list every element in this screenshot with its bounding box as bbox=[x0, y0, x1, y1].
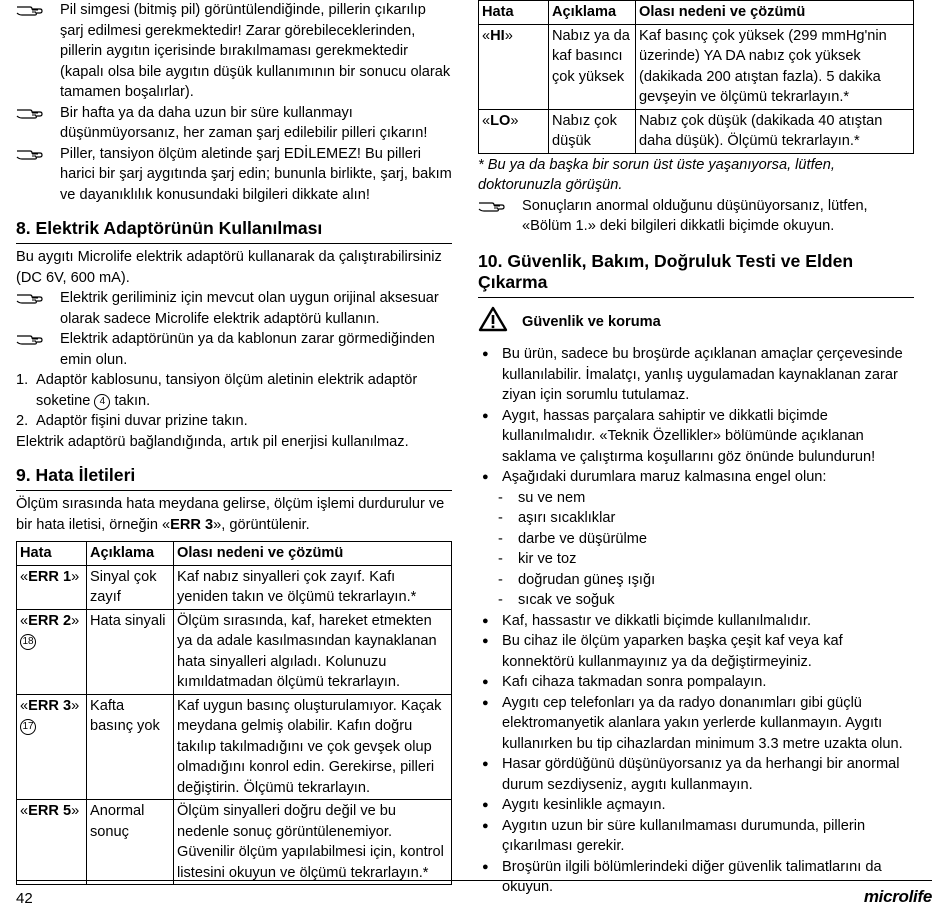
bullet-list-a bbox=[478, 344, 914, 488]
error-code-cell: «LO» bbox=[479, 109, 549, 153]
table-header-row bbox=[479, 1, 914, 25]
bullet-dot-icon: ● bbox=[482, 696, 489, 709]
solution-cell: Ölçüm sinyalleri doğru değil ve bu nedenle sonuç görüntülenemiyor. Güvenilir ölçüm yapılabilmesi için, kontrol listesini okuyun ve ölçümü tekrarlayın.* bbox=[174, 800, 452, 885]
list-item-text: Broşürün ilgili bölümlerindeki diğer güvenlik talimatlarını da okuyun. bbox=[502, 858, 882, 895]
section-8-notes bbox=[16, 288, 452, 370]
dash-marker: - bbox=[498, 530, 503, 547]
description-cell: Nabız ya da kaf basıncı çok yüksek bbox=[549, 24, 636, 109]
error-code-cell: «ERR 1» bbox=[17, 565, 87, 609]
dash-item bbox=[498, 549, 914, 570]
table-row bbox=[479, 24, 914, 109]
description-cell: Sinyal çok zayıf bbox=[87, 565, 174, 609]
header-description: Açıklama bbox=[549, 1, 636, 25]
brand-logo: microlife bbox=[863, 887, 932, 906]
pointing-hand-icon bbox=[16, 329, 60, 352]
dash-item bbox=[498, 488, 914, 509]
dash-item-text: su ve nem bbox=[518, 489, 586, 506]
error-code-cell: «HI» bbox=[479, 24, 549, 109]
header-solution: Olası nedeni ve çözümü bbox=[174, 542, 452, 566]
list-item-text: Hasar gördüğünü düşünüyorsanız ya da herhangi bir anormal durum sezdiyseniz, aygıtı kullanmayın. bbox=[502, 756, 900, 793]
list-item bbox=[478, 816, 914, 857]
subtitle-text: Güvenlik ve koruma bbox=[522, 313, 661, 330]
section-8-title: 8. Elektrik Adaptörünün Kullanılması bbox=[16, 218, 452, 244]
note-text: Piller, tansiyon ölçüm aletinde şarj EDİLEMEZ! Bu pilleri harici bir şarj aygıtında şarj edin; bununla birlikte, şarj, bakım ve dayanıklılık konusundaki bilgileri dikkate alın! bbox=[60, 145, 452, 203]
list-item-text: Kaf, hassastır ve dikkatli biçimde kullanılmalıdır. bbox=[502, 612, 812, 629]
step-text-a: Adaptör kablosunu, tansiyon ölçüm aletinin elektrik adaptör soketine bbox=[36, 372, 418, 409]
step-text-b: takın. bbox=[114, 392, 151, 409]
right-column bbox=[478, 0, 914, 898]
solution-cell: Kaf uygun basınç oluşturulamıyor. Kaçak meydana gelmiş olabilir. Kafın doğru takılıp takılmadığını ve çok gevşek olup olmadığını konrol edin. Gerekirse, pilleri değiştirin. Ölçümü tekrarlayın. bbox=[174, 694, 452, 800]
header-solution: Olası nedeni ve çözümü bbox=[636, 1, 914, 25]
list-item bbox=[478, 344, 914, 406]
page-footer bbox=[16, 880, 932, 919]
header-error: Hata bbox=[17, 542, 87, 566]
dash-marker: - bbox=[498, 592, 503, 608]
error-code: ERR 3 bbox=[28, 697, 72, 714]
note-text: Elektrik geriliminiz için mevcut olan uygun orijinal aksesuar olarak sadece Microlife elektrik adaptörü kullanın. bbox=[60, 290, 439, 327]
pointing-hand-icon bbox=[16, 144, 60, 167]
list-item bbox=[478, 795, 914, 816]
reference-marker: 4 bbox=[94, 394, 110, 410]
table-row bbox=[17, 565, 452, 609]
list-item-text: Kafı cihaza takmadan sonra pompalayın. bbox=[502, 674, 767, 690]
table-row bbox=[17, 800, 452, 885]
page-number: 42 bbox=[16, 890, 33, 907]
table-row bbox=[17, 609, 452, 694]
description-cell: Anormal sonuç bbox=[87, 800, 174, 885]
dash-item-text: sıcak ve soğuk bbox=[518, 592, 615, 608]
section-9-title: 9. Hata İletileri bbox=[16, 465, 452, 491]
list-item-text: Aygıtı cep telefonları ya da radyo donanımları gibi güçlü elektromanyetik alanlara yakın yerlerde kullanmayın. Aygıtı kullanırken bu tip cihazlardan minimum 3.3 metre uzakta olun. bbox=[502, 694, 903, 752]
footnote: * Bu ya da başka bir sorun üst üste yaşanıyorsa, lütfen, doktorunuzla görüşün. bbox=[478, 156, 835, 193]
header-error: Hata bbox=[479, 1, 549, 25]
note-item bbox=[16, 329, 452, 370]
step-1 bbox=[16, 370, 452, 411]
list-item bbox=[478, 672, 914, 693]
bullet-dot-icon: ● bbox=[482, 860, 489, 873]
intro-text-end: », görüntülenir. bbox=[213, 516, 310, 533]
dash-item-text: kir ve toz bbox=[518, 551, 577, 567]
error-code: HI bbox=[490, 27, 505, 44]
note-item bbox=[16, 144, 452, 206]
list-item-text: Bu ürün, sadece bu broşürde açıklanan amaçlar çerçevesinde kullanılabilir. İmalatçı, yanlış uygulamadan kaynaklanan zarar ziyan için sorumlu tutulamaz. bbox=[502, 346, 903, 403]
description-cell: Kafta basınç yok bbox=[87, 694, 174, 800]
dash-item-text: doğrudan güneş ışığı bbox=[518, 571, 656, 588]
dash-list bbox=[478, 488, 914, 611]
error-code: ERR 1 bbox=[28, 568, 72, 585]
pointing-hand-icon bbox=[16, 288, 60, 311]
list-item-text: Aygıtın uzun bir süre kullanılmaması durumunda, pillerin çıkarılması gerekir. bbox=[502, 817, 866, 854]
solution-cell: Kaf basınç çok yüksek (299 mmHg'nin üzerinde) YA DA nabız çok yüksek (dakikada 200 atıştan fazla). 5 dakika gevşeyin ve ölçümü tekrarlayın.* bbox=[636, 24, 914, 109]
note-text: Sonuçların anormal olduğunu düşünüyorsanız, lütfen, «Bölüm 1.» deki bilgileri dikkatli biçimde okuyun. bbox=[522, 197, 868, 234]
step-text bbox=[36, 370, 452, 411]
section-8-intro: Bu aygıtı Microlife elektrik adaptörü kullanarak da çalıştırabilirsiniz (DC 6V, 600 mA). bbox=[16, 249, 442, 286]
list-item bbox=[478, 631, 914, 672]
dash-marker: - bbox=[498, 571, 503, 588]
note-text: Pil simgesi (bitmiş pil) görüntülendiğinde, pillerin çıkarılıp şarj edilmesi gerekmektedir! Zarar görebileceklerinden, pillerin aygıtın içerisinde bırakılmaması gerekmektedir (kapalı olsa bile aygıtın düşük kullanımının bir sonucu olarak tamamen boşalırlar). bbox=[60, 2, 451, 100]
reference-marker: 17 bbox=[20, 719, 36, 735]
dash-marker: - bbox=[498, 489, 503, 506]
bullet-dot-icon: ● bbox=[482, 799, 489, 811]
pointing-hand-icon bbox=[16, 0, 60, 23]
bullet-dot-icon: ● bbox=[482, 348, 489, 360]
left-column bbox=[16, 0, 452, 885]
list-item bbox=[478, 406, 914, 468]
list-item bbox=[478, 611, 914, 632]
bullet-dot-icon: ● bbox=[482, 758, 489, 770]
step-number: 2. bbox=[16, 413, 29, 429]
note-item bbox=[16, 103, 452, 144]
bullet-dot-icon: ● bbox=[482, 471, 489, 483]
bullet-list-b bbox=[478, 611, 914, 898]
error-code: LO bbox=[490, 112, 511, 129]
header-description: Açıklama bbox=[87, 542, 174, 566]
step-number: 1. bbox=[16, 372, 29, 388]
bullet-dot-icon: ● bbox=[482, 614, 489, 627]
section-10-title: 10. Güvenlik, Bakım, Doğruluk Testi ve Elden Çıkarma bbox=[478, 251, 914, 298]
list-item-text: Aşağıdaki durumlara maruz kalmasına engel olun: bbox=[502, 469, 827, 485]
reference-marker: 18 bbox=[20, 634, 36, 650]
table-row bbox=[17, 694, 452, 800]
intro-notes bbox=[16, 0, 452, 205]
list-item bbox=[478, 754, 914, 795]
step-2 bbox=[16, 411, 452, 432]
dash-item bbox=[498, 590, 914, 611]
solution-cell: Nabız çok düşük (dakikada 40 atıştan daha düşük). Ölçümü tekrarlayın.* bbox=[636, 109, 914, 153]
note-text: Bir hafta ya da daha uzun bir süre kullanmayı düşünmüyorsanız, her zaman şarj edilebilir pilleri çıkarın! bbox=[60, 104, 428, 141]
solution-cell: Ölçüm sırasında, kaf, hareket etmekten ya da adale kasılmasından kaynaklanan hata sinyalleri algıladı. Kolunuzu kımıldatmadan ölçümü tekrarlayın. bbox=[174, 609, 452, 694]
error-code-cell: «ERR 2» 18 bbox=[17, 609, 87, 694]
dash-marker: - bbox=[498, 551, 503, 567]
safety-subtitle bbox=[478, 306, 914, 339]
error-code-cell: «ERR 3» 17 bbox=[17, 694, 87, 800]
dash-item-text: darbe ve düşürülme bbox=[518, 530, 647, 547]
step-text: Adaptör fişini duvar prizine takın. bbox=[36, 413, 248, 429]
dash-marker: - bbox=[498, 510, 503, 526]
pointing-hand-icon bbox=[478, 196, 522, 219]
list-item-text: Aygıt, hassas parçalara sahiptir ve dikkatli biçimde kullanılmalıdır. «Teknik Özellikler» bölümünde açıklanan saklama ve çalıştırma koşullarını göz önünde bulundurun! bbox=[502, 407, 876, 465]
note-item bbox=[16, 0, 452, 103]
table-header-row bbox=[17, 542, 452, 566]
pointing-hand-icon bbox=[16, 103, 60, 126]
list-item bbox=[478, 467, 914, 488]
solution-cell: Kaf nabız sinyalleri çok zayıf. Kafı yeniden takın ve ölçümü tekrarlayın.* bbox=[174, 565, 452, 609]
bullet-dot-icon: ● bbox=[482, 676, 489, 688]
description-cell: Nabız çok düşük bbox=[549, 109, 636, 153]
dash-item bbox=[498, 529, 914, 550]
error-code: ERR 5 bbox=[28, 803, 72, 819]
dash-item bbox=[498, 508, 914, 529]
section-8-outro: Elektrik adaptörü bağlandığında, artık pil enerjisi kullanılmaz. bbox=[16, 433, 409, 450]
note-abnormal-results bbox=[478, 196, 914, 237]
dash-item-text: aşırı sıcaklıklar bbox=[518, 510, 616, 526]
note-item bbox=[16, 288, 452, 329]
description-cell: Hata sinyali bbox=[87, 609, 174, 694]
warning-triangle-icon bbox=[478, 306, 522, 339]
table-row bbox=[479, 109, 914, 153]
note-text: Elektrik adaptörünün ya da kablonun zarar görmediğinden emin olun. bbox=[60, 331, 435, 368]
intro-text: Ölçüm sırasında hata meydana gelirse, ölçüm işlemi durdurulur ve bir hata iletisi, örneğin « bbox=[16, 496, 445, 533]
bullet-dot-icon: ● bbox=[482, 409, 489, 422]
error-code-cell: «ERR 5» bbox=[17, 800, 87, 885]
section-9-intro bbox=[16, 494, 452, 535]
list-item-text: Aygıtı kesinlikle açmayın. bbox=[502, 797, 666, 813]
list-item bbox=[478, 693, 914, 755]
list-item-text: Bu cihaz ile ölçüm yaparken başka çeşit kaf veya kaf konnektörü kullanmayınız ya da değiştirmeyiniz. bbox=[502, 633, 843, 670]
error-table-continued bbox=[478, 0, 914, 154]
error-code: ERR 3 bbox=[170, 516, 214, 533]
dash-item bbox=[498, 570, 914, 591]
bullet-dot-icon: ● bbox=[482, 635, 489, 647]
error-table bbox=[16, 541, 452, 885]
error-code: ERR 2 bbox=[28, 612, 72, 629]
bullet-dot-icon: ● bbox=[482, 819, 489, 832]
